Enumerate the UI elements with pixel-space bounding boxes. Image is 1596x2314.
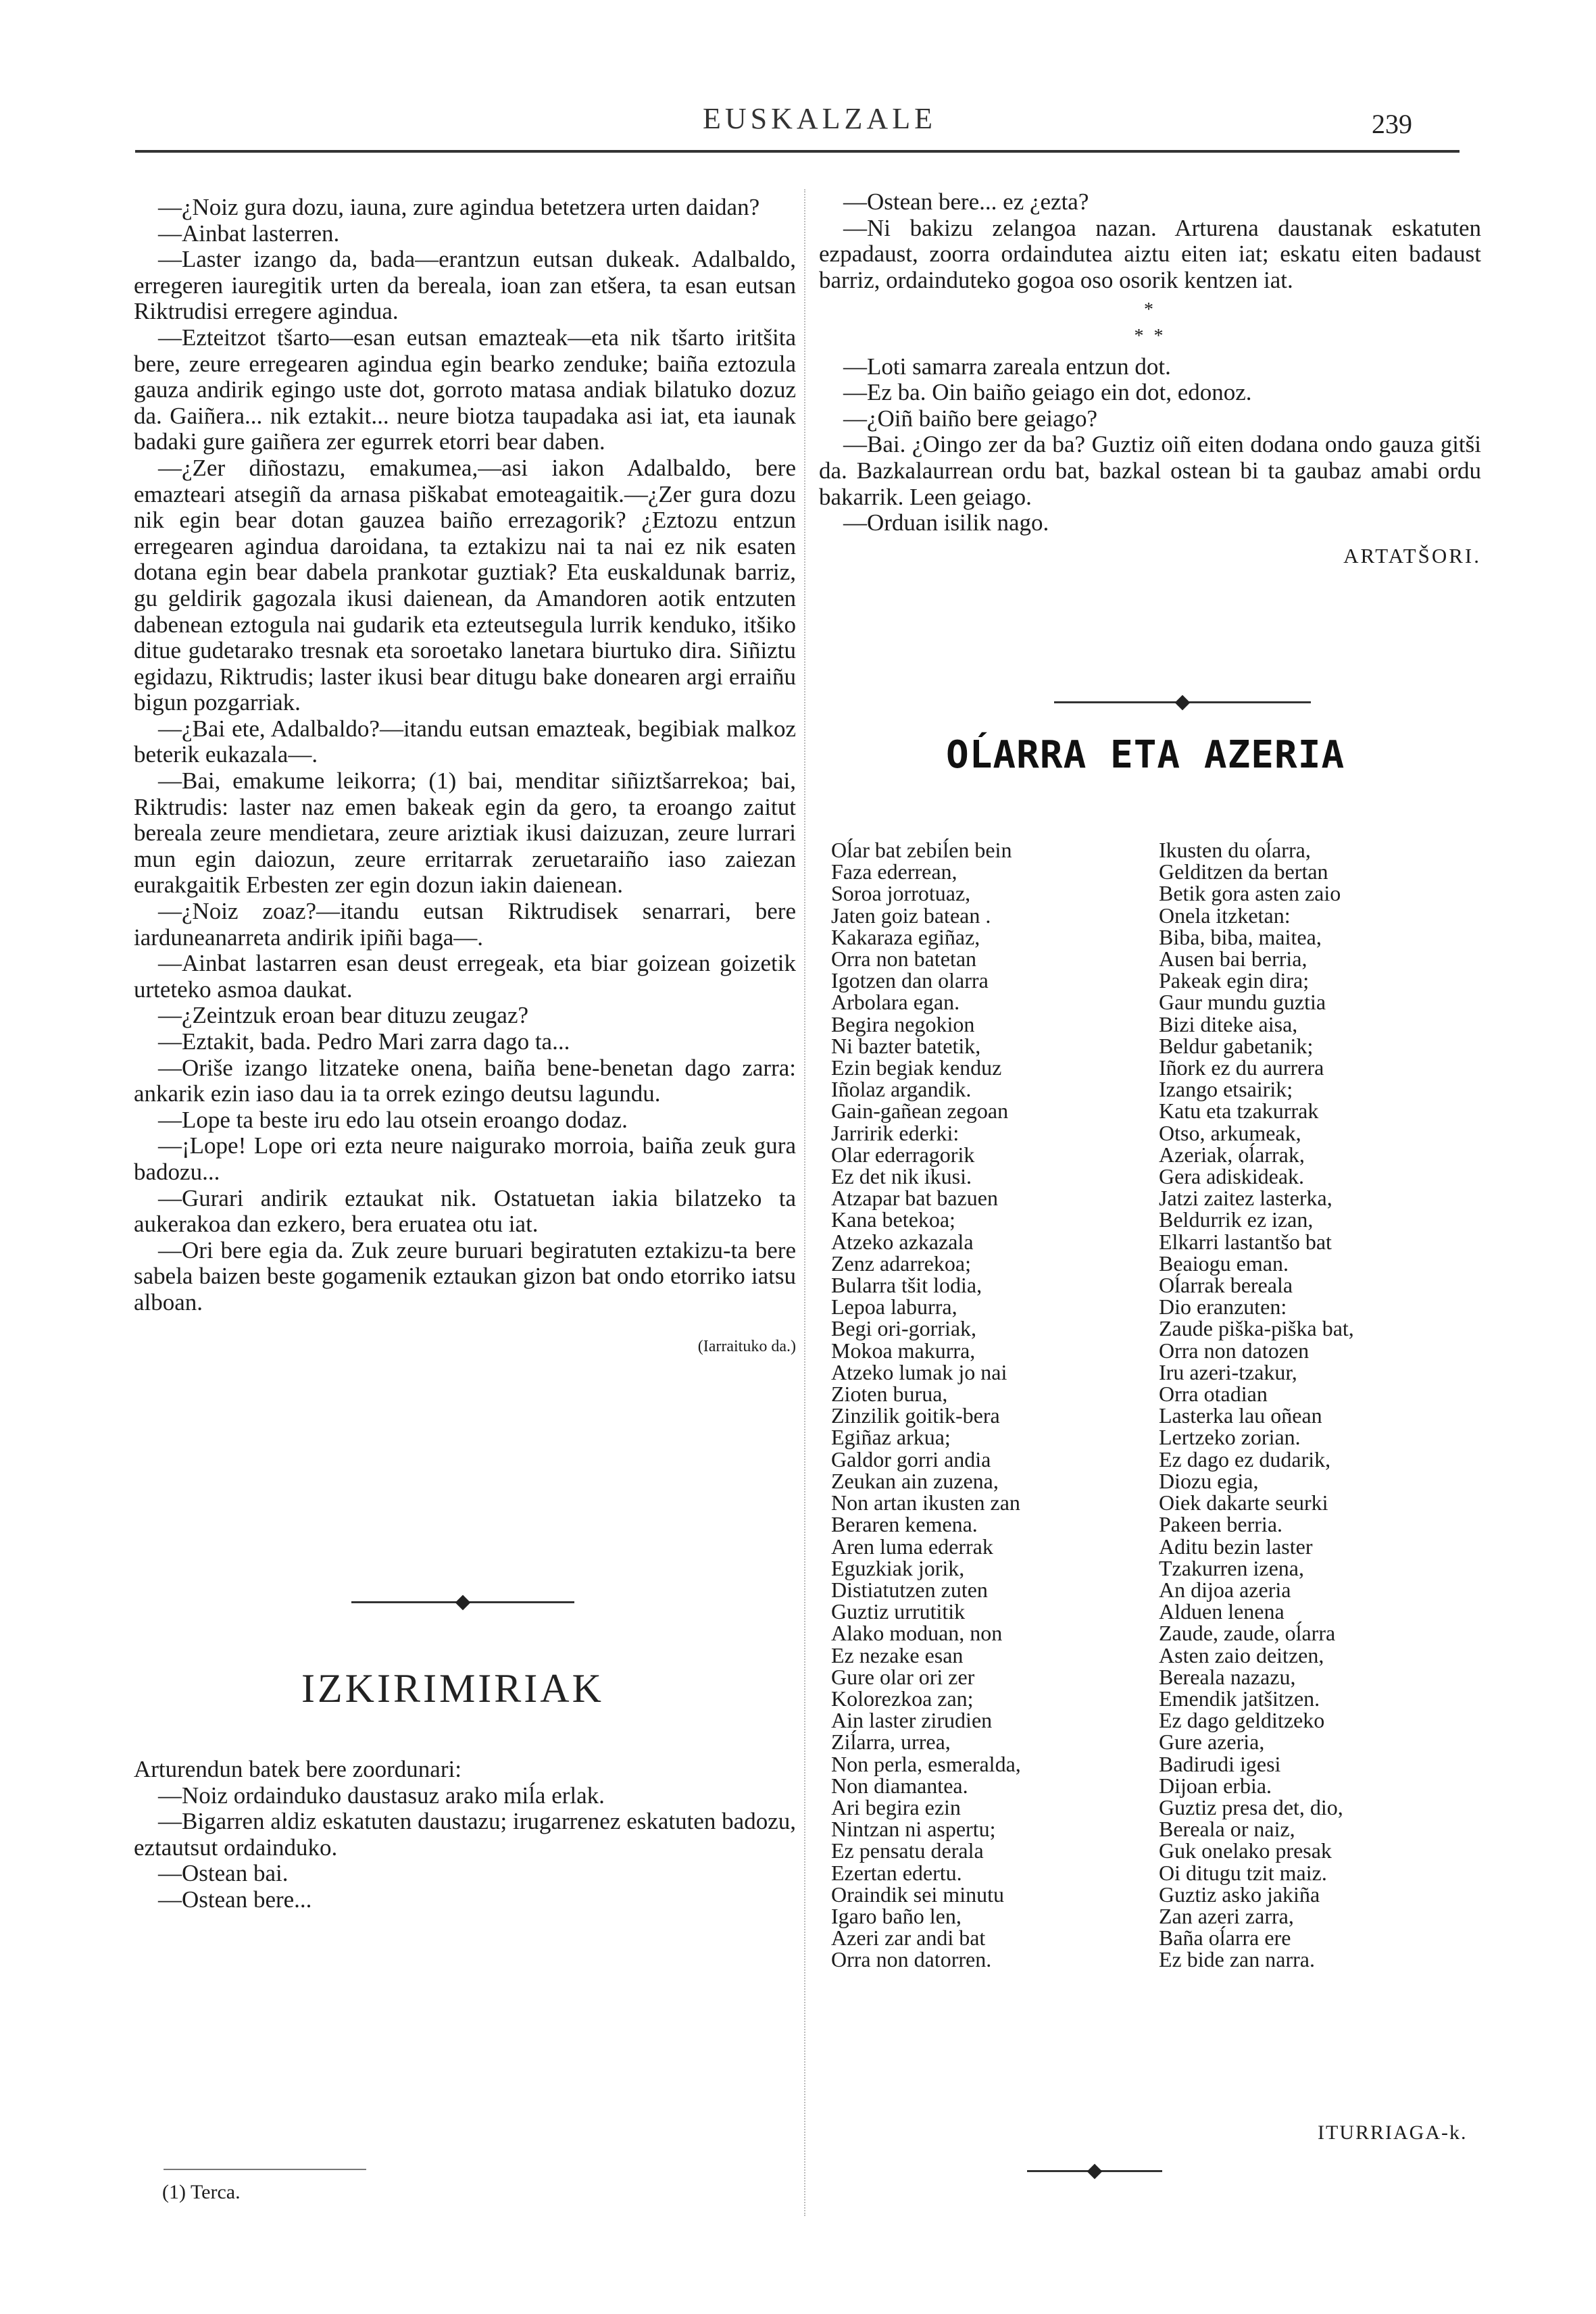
story-paragraph: —Ainbat lasterren. <box>158 220 340 247</box>
story-paragraph: —Laster izango da, bada—erantzun eutsan dukeak. Adalbaldo, erregeren iauregitik urten da bereala, ioan zan etšera, ta esan eutsan Riktrudisi erregere agindua. <box>134 246 796 325</box>
poem-line: Azeri zar andi bat <box>831 1926 986 1951</box>
poem-line: Diozu egia, <box>1159 1468 1259 1493</box>
section-title-izkirimiriak: IZKIRIMIRIAK <box>301 1666 604 1711</box>
poem-line: Beldur gabetanik; <box>1159 1033 1314 1058</box>
poem-line: Oiek dakarte seurki <box>1159 1490 1328 1515</box>
poem-line: Oi ditugu tzit maiz. <box>1159 1860 1327 1885</box>
poem-title: OĹARRA ETA AZERIA <box>946 733 1345 777</box>
poem-line: Iñork ez du aurrera <box>1159 1055 1324 1080</box>
poem-line: Orra non batetan <box>831 947 977 972</box>
poem-line: Oĺarrak bereala <box>1159 1273 1293 1298</box>
poem-line: Beaiogu eman. <box>1159 1251 1289 1276</box>
header-rule <box>135 150 1460 153</box>
poem-line: Aditu bezin laster <box>1159 1534 1313 1559</box>
poem-line: Jatzi zaitez lasterka, <box>1159 1186 1332 1211</box>
poem-line: Ez dago gelditzeko <box>1159 1708 1325 1733</box>
story-paragraph: —Bai, emakume leikorra; (1) bai, menditar siñiztšarrekoa; bai, Riktrudis: laster naz emen bakeak egin da gero, ta eroango zaitut bereala zeure mendietara, zeure ariztiak ikusi daizuzan, zeure lurrari mun egin daiozun, zeure erritarrak zeruetaraiño iaso zaiezan eurakgaitik Erbesten zer egin dozun iakin daienean. <box>134 768 796 899</box>
joke-line: —Noiz ordainduko daustasuz arako miĺa erlak. <box>158 1782 605 1809</box>
poem-line: Bereala nazazu, <box>1159 1664 1296 1689</box>
poem-column-left <box>831 839 1021 1971</box>
poem-line: Beldurrik ez izan, <box>1159 1207 1314 1232</box>
poem-line: Guztiz asko jakiña <box>1159 1882 1320 1907</box>
joke-line: —Ostean bere... ez ¿ezta? <box>843 188 1089 215</box>
poem-line: Gera adiskideak. <box>1159 1164 1305 1189</box>
poem-line: Arbolara egan. <box>831 990 960 1015</box>
poem-line: Ez det nik ikusi. <box>831 1164 972 1189</box>
poem-line: Mokoa makurra, <box>831 1338 976 1363</box>
continued-note: (Iarraituko da.) <box>697 1337 796 1355</box>
poem-line: Lertzeko zorian. <box>1159 1425 1301 1450</box>
poem-line: Iru azeri-tzakur, <box>1159 1359 1297 1384</box>
poem-line: Baña oĺarra ere <box>1159 1926 1291 1951</box>
poem-line: An dijoa azeria <box>1159 1577 1291 1602</box>
story-paragraph: —Gurari andirik eztaukat nik. Ostatuetan iakia bilatzeko ta aukerakoa dan ezkero, bera eruatea otu iat. <box>134 1184 796 1238</box>
joke-line: —Loti samarra zareala entzun dot. <box>843 353 1171 380</box>
poem-line: Gure olar ori zer <box>831 1664 975 1689</box>
poem-line: Katu eta tzakurrak <box>1159 1099 1319 1124</box>
poem-line: Galdor gorri andia <box>831 1447 991 1472</box>
poem-line: Onela itzketan: <box>1159 903 1291 928</box>
joke-line: —Bigarren aldiz eskatuten daustazu; irugarrenez eskatuten badozu, eztautsut ordainduko. <box>134 1808 796 1861</box>
poem-line: Alako moduan, non <box>831 1621 1003 1646</box>
poem-line: Asten zaio deitzen, <box>1159 1642 1324 1667</box>
poem-line: Zioten burua, <box>831 1382 948 1407</box>
poem-line: Ezin begiak kenduz <box>831 1055 1002 1080</box>
poem-line: Non perla, esmeralda, <box>831 1751 1021 1776</box>
poem-line: Begi ori-gorriak, <box>831 1316 977 1341</box>
poem-line: Orra non datorren. <box>831 1947 992 1972</box>
poem-line: Iñolaz argandik. <box>831 1077 972 1102</box>
joke-line: —¿Oiñ baiño bere geiago? <box>843 405 1098 432</box>
poem-line: Pakeen berria. <box>1159 1512 1283 1537</box>
poem-line: Beraren kemena. <box>831 1512 978 1537</box>
poem-line: Izango etsairik; <box>1159 1077 1293 1102</box>
poem-line: Elkarri lastantšo bat <box>1159 1229 1332 1254</box>
poem-line: Non diamantea. <box>831 1773 968 1798</box>
poem-line: Dio eranzuten: <box>1159 1294 1287 1319</box>
poem-line: Gaur mundu guztia <box>1159 990 1326 1015</box>
poem-line: Zinzilik goitik-bera <box>831 1403 1000 1428</box>
poem-line: Guztiz urrutitik <box>831 1599 966 1624</box>
poem-line: Begira negokion <box>831 1011 975 1036</box>
izkirimiriak-right <box>819 189 1481 569</box>
poem-line: Tzakurren izena, <box>1159 1555 1304 1580</box>
story-paragraph: —Ainbat lastarren esan deust erregeak, eta biar goizean goizetik urteteko asmoa daukat. <box>134 950 796 1003</box>
section-ornament <box>351 1601 574 1603</box>
poem-line: Ezertan edertu. <box>831 1860 962 1885</box>
poem-line: Kakaraza egiñaz, <box>831 924 980 949</box>
poem-line: Guztiz presa det, dio, <box>1159 1794 1343 1819</box>
story-paragraph: —Ezteitzot tšarto—esan eutsan emazteak—eta nik tšarto iritšita bere, zeure erregearen agindua egin bearko zenduke; baiña eztozula gauza andirik egingo uste dot, gorroto matasa andiak bilatuko dozuz da. Gaiñera... nik eztakit... neure biotza taupadaka asi iat, eta iaunak badaki gure gaiñera zer egurrek etorri bear daben. <box>134 324 796 455</box>
signature-artatsori: ARTATŠORI. <box>1343 543 1481 568</box>
poem-line: Gelditzen da bertan <box>1159 859 1328 884</box>
poem-line: Jaten goiz batean . <box>831 903 991 928</box>
poem-column-right <box>1159 839 1354 1971</box>
poem-line: Zaude piška-piška bat, <box>1159 1316 1354 1341</box>
poem-line: Aren luma ederrak <box>831 1534 993 1559</box>
story-paragraph: —¡Lope! Lope ori ezta neure naigurako morroia, baiña zeuk gura badozu... <box>134 1132 796 1185</box>
poem-line: Dijoan erbia. <box>1159 1773 1272 1798</box>
running-title: EUSKALZALE <box>703 102 937 135</box>
story-paragraph: —¿Noiz gura dozu, iauna, zure agindua betetzera urten daidan? <box>158 194 760 220</box>
story-paragraph: —Lope ta beste iru edo lau otsein eroango dodaz. <box>158 1106 628 1133</box>
joke-line: —Ez ba. Oin baiño geiago ein dot, edonoz. <box>843 379 1252 406</box>
joke-line: —Ostean bere... <box>158 1886 312 1913</box>
poem-line: Guk onelako presak <box>1159 1838 1332 1863</box>
story-paragraph: —¿Zer diñostazu, emakumea,—asi iakon Adalbaldo, bere emazteari atsegiñ da arnasa piškabat emoteagaitik.—¿Zer gura dozu nik egin bear dotan gauzea baiño errezagorik? ¿Eztozu entzun erregearen agindua daroidana, ta eztakizu nai ta nai ez nik esaten dotana egin bear dabela prankotar guztiak? Eta euskaldunak barriz, gu geldirik gagozala ikusi daienean, da Amandoren aotik entzuten dabenean eztogula nai gudarik eta ezteutsegula lurrik kenduko, itšiko ditue gudetarako tresnak eta soroetako lanetara biurtuko dira. Siñiztu egidazu, Riktrudis; laster ikusi bear ditugu bake donearen argi erraiñu bigun pozgarriak. <box>134 454 796 716</box>
poem-line: Ni bazter batetik, <box>831 1033 981 1058</box>
poem-line: Lasterka lau oñean <box>1159 1403 1322 1428</box>
story-paragraph: —Ori bere egia da. Zuk zeure buruari begiratuten eztakizu-ta bere sabela baizen beste gogamenik eztaukan gizon bat ondo etorriko iatsu alboan. <box>134 1236 796 1315</box>
izkirimiriak-left <box>134 1757 796 1913</box>
poem-line: Otso, arkumeak, <box>1159 1120 1301 1145</box>
closing-ornament <box>1027 2170 1162 2172</box>
poem-line: Eguzkiak jorik, <box>831 1555 965 1580</box>
signature-iturriaga: ITURRIAGA-k. <box>1318 2121 1468 2144</box>
poem-line: Biba, biba, maitea, <box>1159 924 1322 949</box>
poem-line: Ez pensatu derala <box>831 1838 984 1863</box>
poem-line: Igaro baño len, <box>831 1903 962 1928</box>
joke-line: —Ostean bai. <box>158 1860 289 1887</box>
poem-line: Pakeak egin dira; <box>1159 968 1310 993</box>
section-ornament <box>1054 701 1311 703</box>
joke-line: Arturendun batek bere zoordunari: <box>134 1756 462 1782</box>
poem-line: Nintzan ni aspertu; <box>831 1817 996 1842</box>
poem-line: Igotzen dan olarra <box>831 968 989 993</box>
poem-line: Ziĺarra, urrea, <box>831 1730 951 1755</box>
poem-line: Non artan ikusten zan <box>831 1490 1020 1515</box>
poem-line: Gain-gañean zegoan <box>831 1099 1009 1124</box>
poem-line: Soroa jorrotuaz, <box>831 881 971 906</box>
poem-line: Atzapar bat bazuen <box>831 1186 998 1211</box>
story-paragraph: —¿Bai ete, Adalbaldo?—itandu eutsan emazteak, begibiak malkoz beterik eukazala—. <box>134 715 796 768</box>
poem-line: Orra non datozen <box>1159 1338 1310 1363</box>
poem-line: Lepoa laburra, <box>831 1294 957 1319</box>
poem-line: Ikusten du oĺarra, <box>1159 838 1311 862</box>
poem-line: Alduen lenena <box>1159 1599 1285 1624</box>
poem-line: Kana betekoa; <box>831 1207 955 1232</box>
poem-line: Ain laster zirudien <box>831 1708 993 1733</box>
story-paragraph: —Oriše izango litzateke onena, baiña bene-benetan dago zarra: ankarik ezin iaso dau ia ta orrek ezingo deutsu lagundu. <box>134 1054 796 1107</box>
poem-line: Oraindik sei minutu <box>831 1882 1004 1907</box>
poem-line: Emendik jatšitzen. <box>1159 1686 1320 1711</box>
asterism: * * * <box>1134 299 1166 347</box>
poem-line: Ez nezake esan <box>831 1642 964 1667</box>
poem-line: Oĺar bat zebiĺen bein <box>831 838 1012 862</box>
poem-line: Kolorezkoa zan; <box>831 1686 974 1711</box>
story-paragraph: —¿Zeintzuk eroan bear dituzu zeugaz? <box>158 1002 529 1029</box>
poem-line: Atzeko azkazala <box>831 1229 974 1254</box>
story-paragraph: —¿Noiz zoaz?—itandu eutsan Riktrudisek senarrari, bere iarduneanarreta andirik ipiñi baga—. <box>134 898 796 951</box>
poem-line: Faza ederrean, <box>831 859 957 884</box>
poem-line: Jarririk ederki: <box>831 1120 959 1145</box>
poem-line: Olar ederragorik <box>831 1142 975 1167</box>
poem-line: Ez bide zan narra. <box>1159 1947 1315 1972</box>
column-divider <box>804 189 805 2216</box>
poem-line: Atzeko lumak jo nai <box>831 1359 1007 1384</box>
poem-line: Bularra tšit lodia, <box>831 1273 982 1298</box>
joke-line: —Bai. ¿Oingo zer da ba? Guztiz oiñ eiten dodana ondo gauza gitši da. Bazkalaurrean ordu bat, bazkal ostean bi ta gaubaz amabi ordu bakarrik. Leen geiago. <box>819 431 1481 510</box>
poem-line: Bereala or naiz, <box>1159 1817 1295 1842</box>
joke-line: —Ni bakizu zelangoa nazan. Arturena daustanak eskatuten ezpadaust, zoorra ordaindutea aiztu eiten iat; eskatu eiten badaust barriz, ordainduteko gogoa oso osorik kentzen iat. <box>819 214 1481 293</box>
poem-line: Badirudi igesi <box>1159 1751 1281 1776</box>
poem-line: Zaude, zaude, oĺarra <box>1159 1621 1336 1646</box>
joke-line: —Orduan isilik nago. <box>843 509 1049 536</box>
poem-line: Zenz adarrekoa; <box>831 1251 971 1276</box>
poem-line: Ez dago ez dudarik, <box>1159 1447 1331 1472</box>
poem-line: Zeukan ain zuzena, <box>831 1468 999 1493</box>
poem-line: Orra otadian <box>1159 1382 1268 1407</box>
story-column <box>134 195 796 1359</box>
poem-line: Azeriak, oĺarrak, <box>1159 1142 1305 1167</box>
poem-line: Betik gora asten zaio <box>1159 881 1341 906</box>
footnote: (1) Terca. <box>162 2181 241 2203</box>
poem-line: Ausen bai berria, <box>1159 947 1307 972</box>
poem-line: Gure azeria, <box>1159 1730 1265 1755</box>
poem-line: Zan azeri zarra, <box>1159 1903 1294 1928</box>
page-number: 239 <box>1372 109 1412 139</box>
footnote-rule <box>164 2169 366 2170</box>
poem-line: Bizi diteke aisa, <box>1159 1011 1298 1036</box>
poem-line: Ari begira ezin <box>831 1794 961 1819</box>
story-paragraph: —Eztakit, bada. Pedro Mari zarra dago ta... <box>158 1028 570 1055</box>
poem-line: Egiñaz arkua; <box>831 1425 951 1450</box>
poem-line: Distiatutzen zuten <box>831 1577 988 1602</box>
